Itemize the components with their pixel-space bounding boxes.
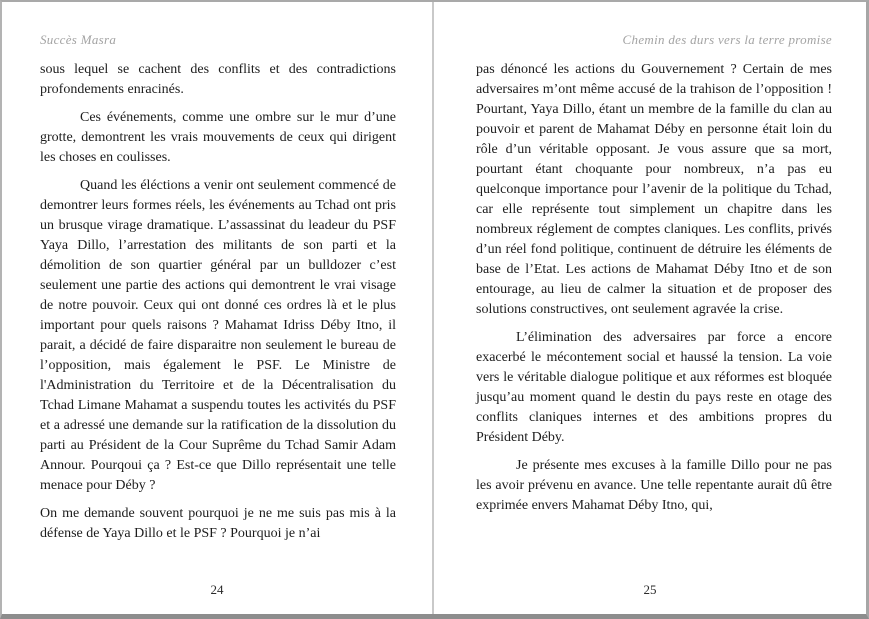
page-25 (434, 2, 866, 614)
body-paragraph: Ces événements, comme une ombre sur le mur d’une grotte, demontrent les vrais mouvements de ceux qui dirigent les choses en coulisses. (40, 110, 396, 165)
running-header-chapter: Chemin des durs vers la terre promise (622, 32, 832, 47)
page-number-right: 25 (643, 582, 657, 597)
body-paragraph: Quand les éléctions a venir ont seulement commencé de demontrer leurs formes réels, les événements au Tchad ont pris un brusque virage dramatique. L’assassinat du leadeur du PSF Yaya Dillo, l’arrestation des militants de son parti et la démolition de son quartier général par un bulldozer c’est seulement une partie des actions qui demontrent le vrai visage de notre pouvoir. Ceux qui ont donné ces ordres là et le plus important pour quels raisons ? Mahamat Idriss Déby Itno, il parait, a décidé de faire disparaitre non seulement le bureau de l’opposition, mais également le PSF. Le Ministre de l'Administration du Territoire et de la Décentralisation du Tchad Limane Mahamat a suspendu toutes les activités du PSF et a adressé une demande sur la ratification de la dissolution du parti au Président de la Cour Suprême du Tchad Samir Adam Annour. Pourqoui ça ? Est-ce que Dillo représentait une telle menace pour Déby ? (40, 178, 396, 493)
running-header-author: Succès Masra (40, 32, 117, 47)
body-paragraph: sous lequel se cachent des conflits et des contradictions profondements enracinés. (40, 62, 396, 97)
body-paragraph: L’élimination des adversaires par force a encore exacerbé le mécontement social et haussé la tension. La voie vers le véritable dialogue politique et aux réformes est bloquée jusqu’au moment quand le destin du pays reste en otage des conflits claniques internes et des ambitions propres du Président Déby. (476, 330, 832, 445)
book-spread (2, 2, 866, 614)
page-25-body (476, 60, 832, 516)
page-24-body (40, 60, 396, 544)
page-number-left: 24 (210, 582, 224, 597)
body-paragraph: On me demande souvent pourquoi je ne me suis pas mis à la défense de Yaya Dillo et le PSF ? Pourquoi je n’ai (40, 506, 396, 541)
body-paragraph: pas dénoncé les actions du Gouvernement ? Certain de mes adversaires m’ont même accusé de la trahison de l’opposition ! Pourtant, Yaya Dillo, étant un membre de la famille du clan au pouvoir et parent de Mahamat Déby en personne était loin du rôle d’un véritable opposant. Je vous assure que sa mort, pourtant étant choquante pour nombreux, n’a pas eu quelconque importance pour l’avenir de la politique du Tchad, car elle représente tout simplement un chapitre dans les nombreux réglement de comptes claniques. Les conflits, privés d’un réel fond politique, continuent de détruire les éléments de base de l’Etat. Les actions de Mahamat Déby Itno et de son entourage, au lieu de calmer la situation et de proposer des solutions constructives, ont seulement agravée la crise. (476, 62, 832, 317)
page-24 (2, 2, 434, 614)
body-paragraph: Je présente mes excuses à la famille Dillo pour ne pas les avoir prévenu en avance. Une telle repentante aurait dû être exprimée envers Mahamat Déby Itno, qui, (476, 458, 832, 513)
